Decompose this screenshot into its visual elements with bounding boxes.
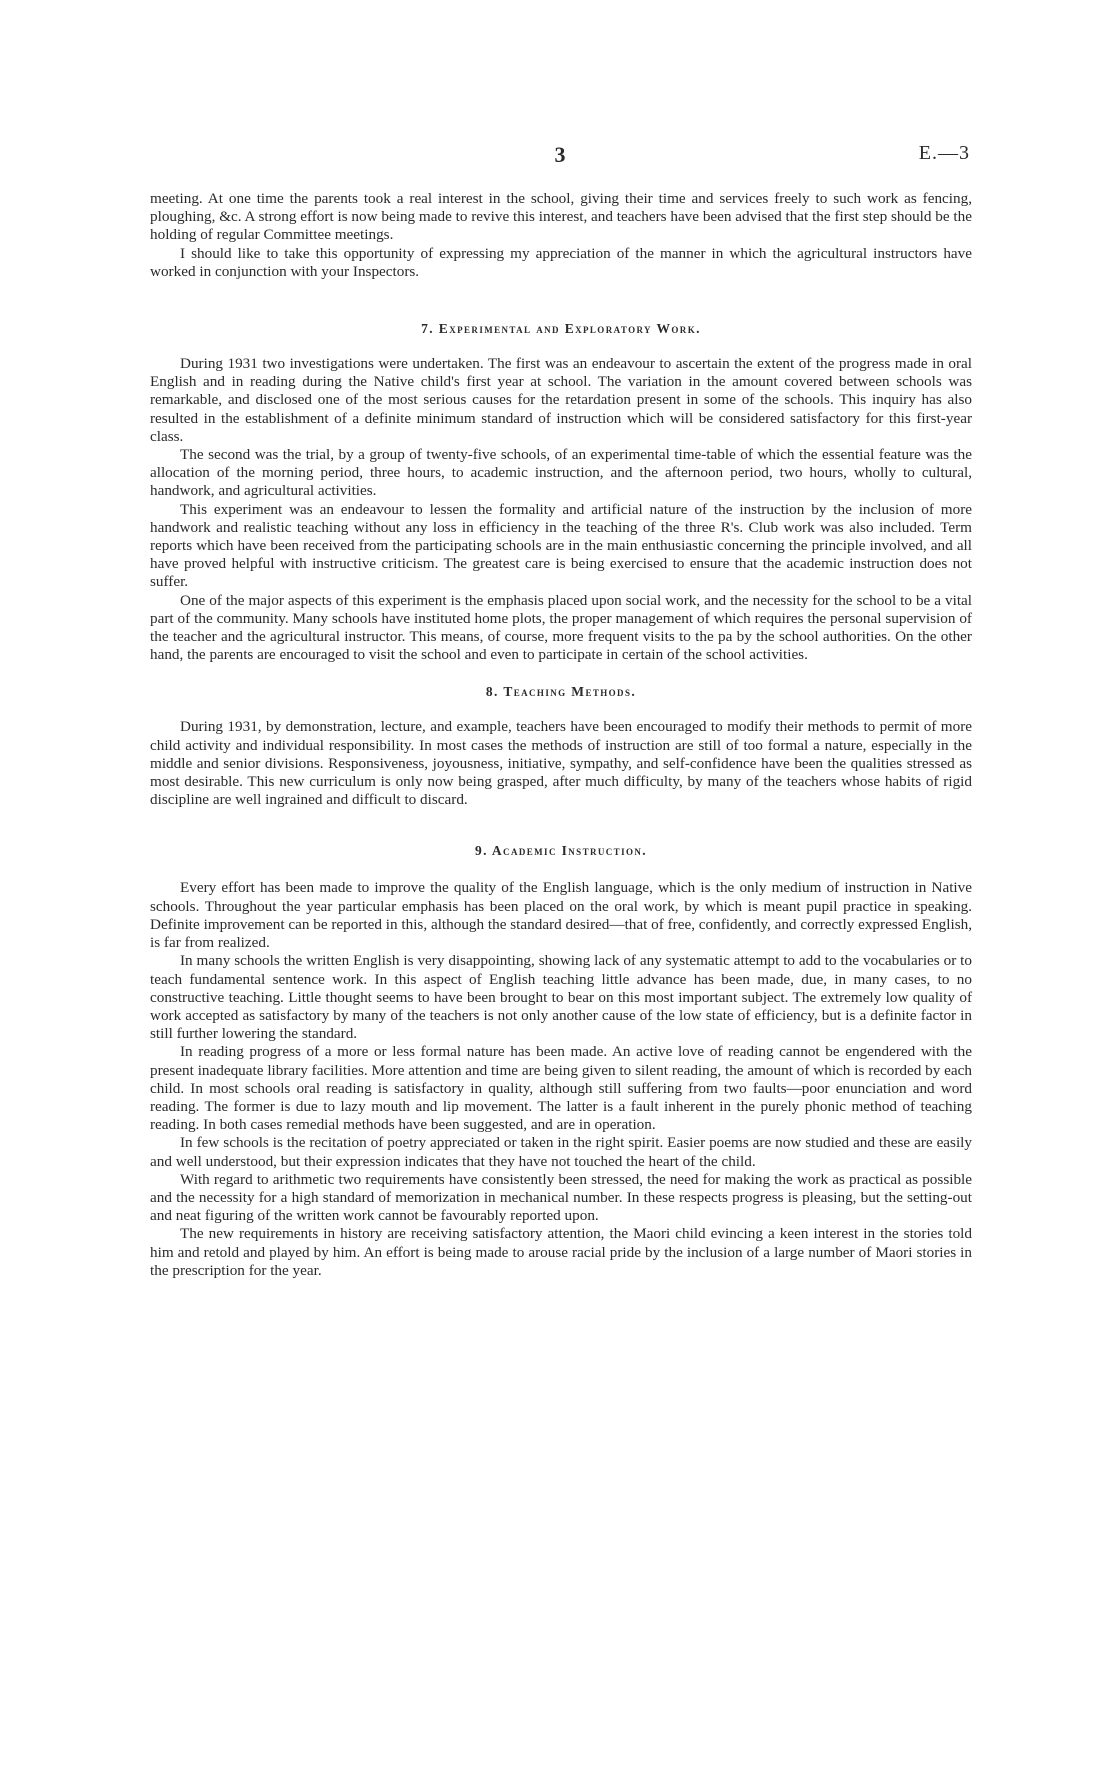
page-header <box>150 142 970 172</box>
page-number: 3 <box>554 142 566 167</box>
section9-paragraph: Every effort has been made to improve the quality of the English language, which is the only medium of instruction in Native schools. Throughout the year particular emphasis has been placed on the oral work, by which is meant pupil practice in speaking. Definite improvement can be reported in this, although the standard desired—that of free, confidently, and correctly expressed English, is far from realized. <box>150 879 972 952</box>
section9-paragraph: The new requirements in history are receiving satisfactory attention, the Maori child evincing a keen interest in the stories told him and retold and played by him. An effort is being made to arouse racial pride by the inclusion of a large number of Maori stories in the prescription for the year. <box>150 1225 972 1279</box>
intro-paragraph-continued: meeting. At one time the parents took a real interest in the school, giving their time and services freely to such work as fencing, ploughing, &c. A strong effort is now being made to revive this interest, and teachers have been advised that the first step should be the holding of regular Committee meetings. <box>150 190 972 244</box>
section9-paragraph: In reading progress of a more or less formal nature has been made. An active love of reading cannot be engendered with the present inadequate library facilities. More attention and time are being given to silent reading, the amount of which is recorded by each child. In most schools oral reading is satisfactory in quality, although still suffering from two faults—poor enunciation and word reading. The former is due to lazy mouth and lip movement. The latter is a fault inherent in the purely phonic method of teaching reading. In both cases remedial methods have been suggested, and are in operation. <box>150 1043 972 1134</box>
section9-paragraph: With regard to arithmetic two requirements have consistently been stressed, the need for making the work as practical as possible and the necessity for a high standard of memorization in mechanical number. In these respects progress is pleasing, but the setting-out and neat figuring of the written work cannot be favourably reported upon. <box>150 1170 972 1225</box>
document-code: E.—3 <box>918 142 970 164</box>
section8-paragraph: During 1931, by demonstration, lecture, and example, teachers have been encouraged to modify their methods to permit of more child activity and individual responsibility. In most cases the methods of instruction are still of too formal a nature, especially in the middle and senior divisions. Responsiveness, joyousness, initiative, sympathy, and self-confidence have been the qualities stressed as most desirable. This new curriculum is only now being grasped, after much difficulty, by many of the teachers whose habits of rigid discipline are well ingrained and difficult to discard. <box>150 718 972 809</box>
section9-paragraph: In few schools is the recitation of poetry appreciated or taken in the right spirit. Easier poems are now studied and these are easily and well understood, but their expression indicates that they have not touched the heart of the child. <box>150 1134 972 1170</box>
page-body <box>150 190 972 1280</box>
section7-paragraph: This experiment was an endeavour to lessen the formality and artificial nature of the instruction by the inclusion of more handwork and realistic teaching without any loss in efficiency in the teaching of the three R's. Club work was also included. Term reports which have been received from the participating schools are in the main enthusiastic concerning the principle involved, and all have proved helpful with instructive criticism. The greatest care is being exercised to ensure that the academic instruction does not suffer. <box>150 500 972 591</box>
section7-paragraph: During 1931 two investigations were undertaken. The first was an endeavour to ascertain the extent of the progress made in oral English and in reading during the Native child's first year at school. The variation in the amount covered between schools was remarkable, and disclosed one of the most serious causes for the retardation present in some of the schools. This inquiry has also resulted in the establishment of a definite minimum standard of instruction which will be considered satisfactory for this first-year class. <box>150 355 972 445</box>
section-heading-academic-instruction: 9. Academic Instruction. <box>474 843 648 859</box>
section7-paragraph: One of the major aspects of this experiment is the emphasis placed upon social work, and the necessity for the school to be a vital part of the community. Many schools have instituted home plots, the proper management of which requires the personal supervision of the teacher and the agricultural instructor. This means, of course, more frequent visits to the pa by the school authorities. On the other hand, the parents are encouraged to visit the school and even to participate in certain of the school activities. <box>150 591 972 664</box>
section7-paragraph: The second was the trial, by a group of twenty-five schools, of an experimental time-table of which the essential feature was the allocation of the morning period, three hours, to academic instruction, and the afternoon period, two hours, wholly to cultural, handwork, and agricultural activities. <box>150 446 972 500</box>
intro-paragraph: I should like to take this opportunity of expressing my appreciation of the manner in which the agricultural instructors have worked in conjunction with your Inspectors. <box>150 244 972 280</box>
section-heading-experimental-work: 7. Experimental and Exploratory Work. <box>421 321 701 337</box>
section9-paragraph: In many schools the written English is very disappointing, showing lack of any systematic attempt to add to the vocabularies or to teach fundamental sentence work. In this aspect of English teaching little advance has been made, due, in many cases, to no constructive teaching. Little thought seems to have been brought to bear on this most important subject. The extremely low quality of work accepted as satisfactory by many of the teachers is not only another cause of the low state of efficiency, but is a definite factor in still further lowering the standard. <box>150 952 972 1043</box>
section-heading-teaching-methods: 8. Teaching Methods. <box>485 684 637 700</box>
